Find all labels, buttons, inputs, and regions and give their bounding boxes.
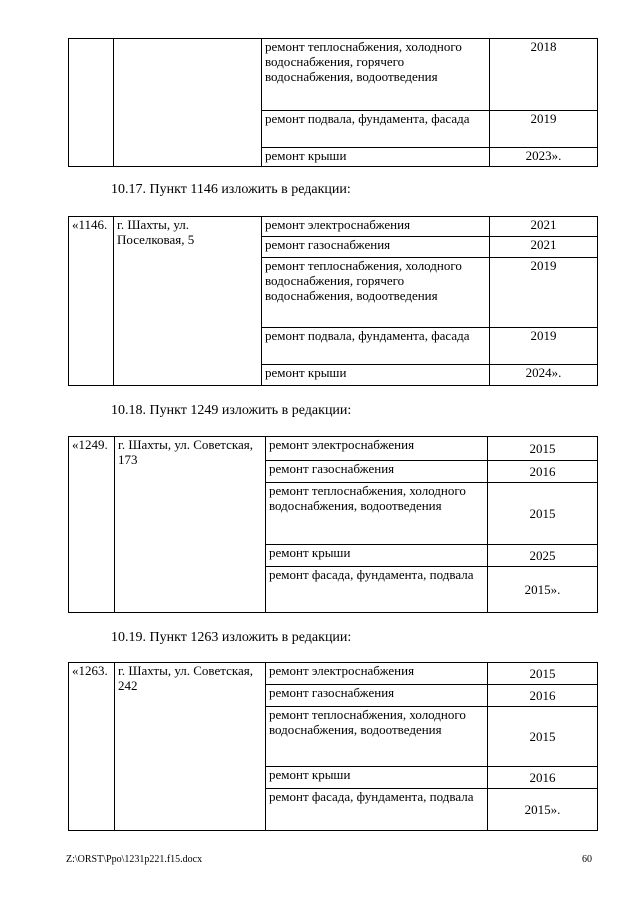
number-cell xyxy=(69,39,114,167)
year-cell: 2019 xyxy=(490,258,598,328)
year-cell: 2015 xyxy=(488,437,598,461)
year-cell: 2021 xyxy=(490,217,598,237)
year-cell: 2016 xyxy=(488,461,598,483)
year-cell: 2015 xyxy=(488,483,598,545)
work-cell: ремонт теплоснабжения, холодного водоснабжения, водоотведения xyxy=(266,483,488,545)
year-cell: 2015». xyxy=(488,567,598,613)
table-1146 xyxy=(68,216,598,386)
work-cell: ремонт крыши xyxy=(266,545,488,567)
year-cell: 2015 xyxy=(488,663,598,685)
table-row xyxy=(69,217,598,237)
year-cell: 2019 xyxy=(490,111,598,148)
work-cell: ремонт газоснабжения xyxy=(266,461,488,483)
year-cell: 2016 xyxy=(488,767,598,789)
work-cell: ремонт фасада, фундамента, подвала xyxy=(266,789,488,831)
work-cell: ремонт подвала, фундамента, фасада xyxy=(262,111,490,148)
work-cell: ремонт газоснабжения xyxy=(262,237,490,258)
number-cell: «1146. xyxy=(69,217,114,386)
table-row xyxy=(69,437,598,461)
address-cell: г. Шахты, ул. Поселковая, 5 xyxy=(114,217,262,386)
work-cell: ремонт электроснабжения xyxy=(262,217,490,237)
year-cell: 2023». xyxy=(490,148,598,167)
footer-file-path: Z:\ORST\Ppo\1231p221.f15.docx xyxy=(66,854,203,865)
year-cell: 2024». xyxy=(490,365,598,386)
work-cell: ремонт газоснабжения xyxy=(266,685,488,707)
year-cell: 2018 xyxy=(490,39,598,111)
table-1249 xyxy=(68,436,598,613)
table-continuation xyxy=(68,38,598,167)
address-cell xyxy=(114,39,262,167)
table-row xyxy=(69,663,598,685)
table-row xyxy=(69,39,598,111)
work-cell: ремонт подвала, фундамента, фасада xyxy=(262,328,490,365)
work-cell: ремонт электроснабжения xyxy=(266,437,488,461)
number-cell: «1263. xyxy=(69,663,115,831)
work-cell: ремонт крыши xyxy=(262,148,490,167)
year-cell: 2015». xyxy=(488,789,598,831)
work-cell: ремонт крыши xyxy=(266,767,488,789)
section-heading: 10.19. Пункт 1263 изложить в редакции: xyxy=(111,630,352,645)
work-cell: ремонт крыши xyxy=(262,365,490,386)
number-cell: «1249. xyxy=(69,437,115,613)
section-heading: 10.17. Пункт 1146 изложить в редакции: xyxy=(111,182,351,197)
year-cell: 2015 xyxy=(488,707,598,767)
table-1263 xyxy=(68,662,598,831)
section-heading: 10.18. Пункт 1249 изложить в редакции: xyxy=(111,403,352,418)
address-cell: г. Шахты, ул. Советская, 173 xyxy=(115,437,266,613)
year-cell: 2019 xyxy=(490,328,598,365)
work-cell: ремонт теплоснабжения, холодного водоснабжения, водоотведения xyxy=(266,707,488,767)
page-number: 60 xyxy=(582,854,592,865)
year-cell: 2016 xyxy=(488,685,598,707)
work-cell: ремонт электроснабжения xyxy=(266,663,488,685)
work-cell: ремонт фасада, фундамента, подвала xyxy=(266,567,488,613)
work-cell: ремонт теплоснабжения, холодного водоснабжения, горячего водоснабжения, водоотведения xyxy=(262,39,490,111)
year-cell: 2021 xyxy=(490,237,598,258)
year-cell: 2025 xyxy=(488,545,598,567)
address-cell: г. Шахты, ул. Советская, 242 xyxy=(115,663,266,831)
work-cell: ремонт теплоснабжения, холодного водоснабжения, горячего водоснабжения, водоотведения xyxy=(262,258,490,328)
